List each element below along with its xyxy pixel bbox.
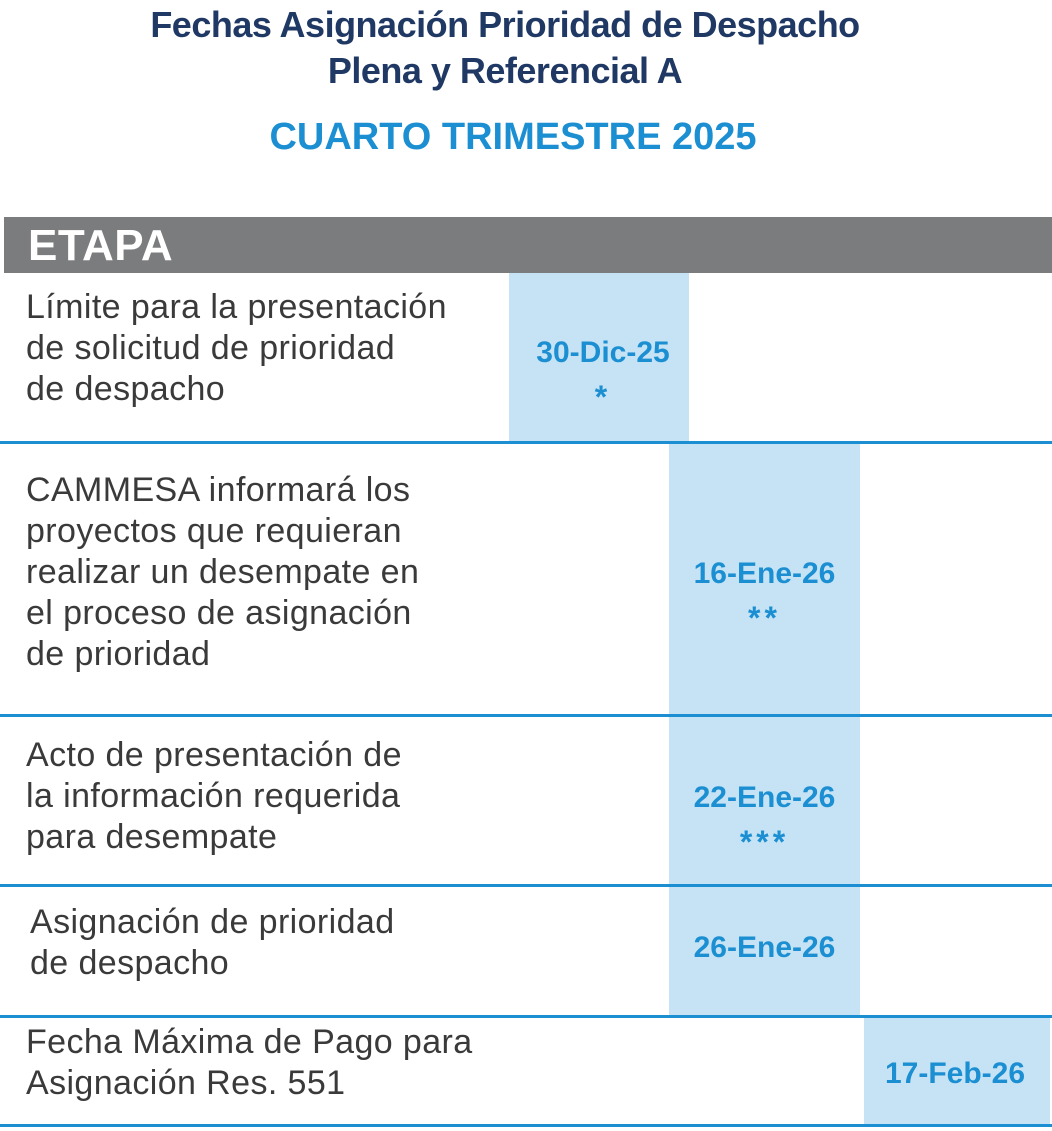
stage-header-label: ETAPA [28, 221, 174, 270]
date-4 [669, 926, 860, 970]
date-1-note: * [594, 379, 612, 415]
stage-3-line: la información requerida [26, 777, 401, 815]
date-2-value: 16-Ene-26 [693, 557, 836, 590]
date-2 [669, 552, 860, 636]
stage-3-line: para desempate [26, 818, 278, 856]
stage-5-line: Fecha Máxima de Pago para [26, 1023, 473, 1061]
stage-1-line: Límite para la presentación [26, 288, 447, 326]
stage-4-line: Asignación de prioridad [30, 903, 395, 941]
stage-2-line: proyectos que requieran [26, 512, 402, 550]
stage-2 [26, 470, 419, 675]
stage-2-line: CAMMESA informará los [26, 471, 411, 509]
stage-3 [26, 735, 402, 858]
row-divider [0, 714, 1052, 717]
row-divider [0, 441, 1052, 444]
stage-5 [26, 1022, 473, 1104]
row-divider [0, 884, 1052, 887]
date-5 [864, 1052, 1046, 1096]
date-3-note: *** [739, 824, 790, 860]
stage-2-line: de prioridad [26, 635, 211, 673]
date-1-value: 30-Dic-25 [536, 336, 670, 369]
date-5-value: 17-Feb-26 [884, 1057, 1026, 1090]
date-4-value: 26-Ene-26 [693, 931, 836, 964]
stage-1-line: de despacho [26, 370, 226, 408]
stage-2-line: realizar un desempate en [26, 553, 420, 591]
stage-header [4, 217, 1052, 273]
stage-1-line: de solicitud de prioridad [26, 329, 396, 367]
subtitle: CUARTO TRIMESTRE 2025 [269, 116, 757, 158]
date-1 [509, 331, 697, 415]
stage-3-line: Acto de presentación de [26, 736, 402, 774]
date-3 [669, 776, 860, 860]
row-divider [0, 1124, 1052, 1127]
stage-2-line: el proceso de asignación [26, 594, 412, 632]
date-2-note: ** [748, 600, 781, 636]
stage-4-line: de despacho [30, 944, 230, 982]
stage-4 [30, 902, 395, 984]
date-3-value: 22-Ene-26 [693, 781, 836, 814]
stage-1 [26, 287, 447, 410]
title-line-2: Plena y Referencial A [327, 50, 683, 91]
stage-5-line: Asignación Res. 551 [26, 1064, 346, 1102]
title-line-1: Fechas Asignación Prioridad de Despacho [150, 4, 860, 45]
